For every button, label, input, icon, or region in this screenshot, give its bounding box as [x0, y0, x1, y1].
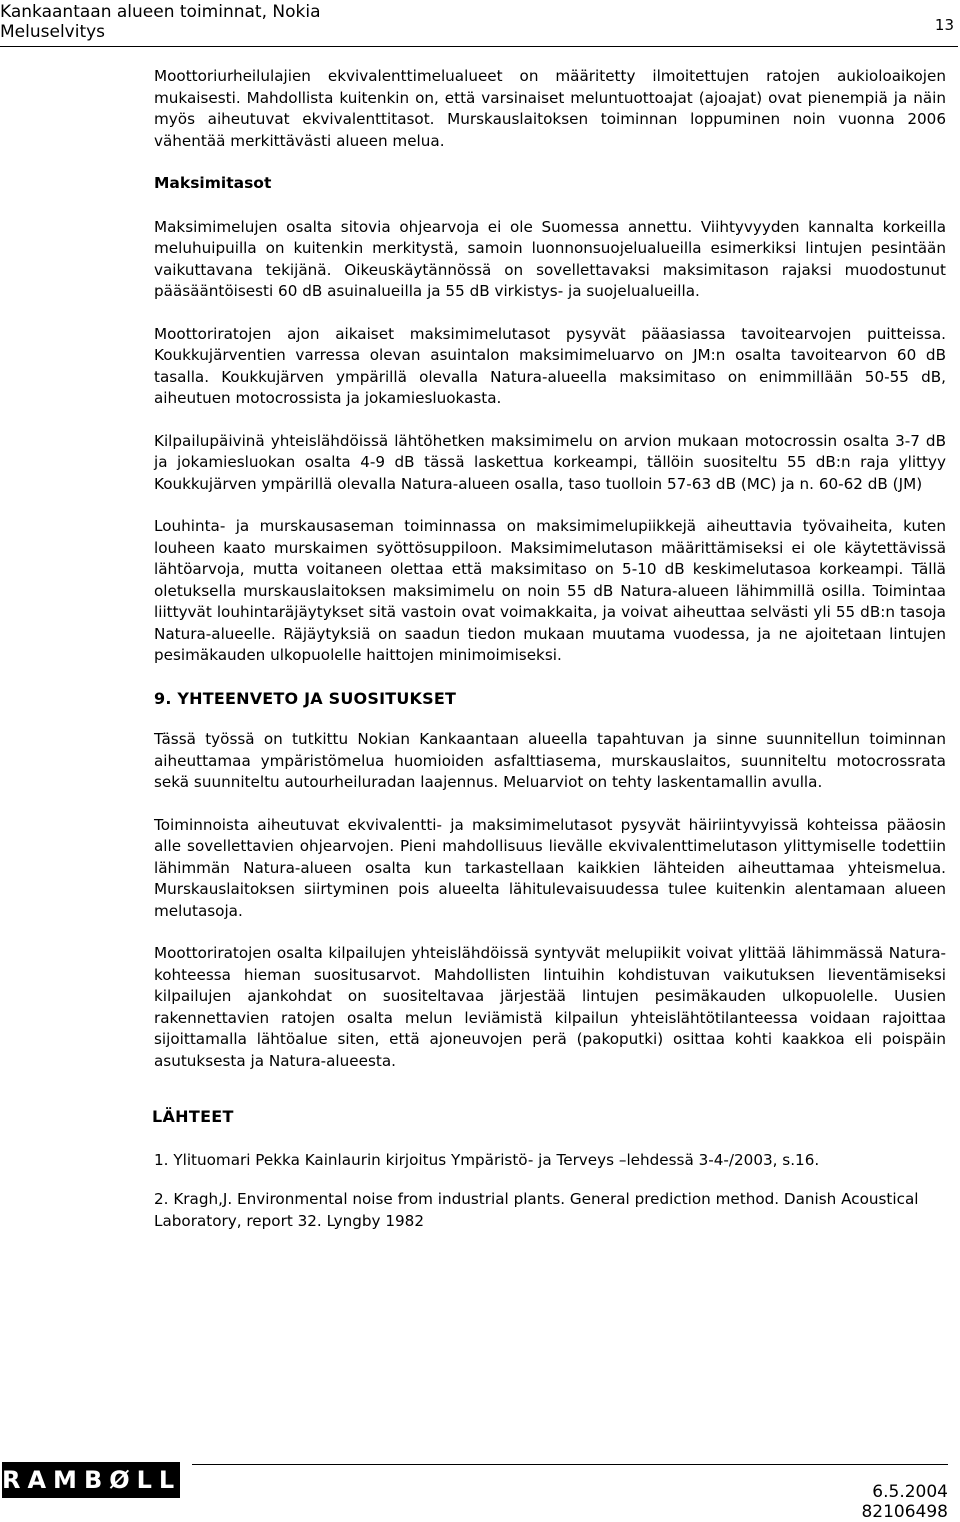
page-footer: [0, 1450, 960, 1520]
subheading-maksimitasot: Maksimitasot: [154, 174, 272, 192]
company-logo: RAMBØLL: [2, 1462, 180, 1498]
paragraph: Maksimimelujen osalta sitovia ohjearvoja ei ole Suomessa annettu. Viihtyvyyden kannalta korkeilla meluhuipuilla on kuitenkin merkitystä, samoin luonnonsuojelualueilla esimerkiksi lintujen pesintään vaikuttavana tekijänä. Oikeuskäytännössä on sovellettavaksi maksimitason rajaksi muodostunut pääsääntöisesti 60 dB asuinalueilla ja 55 dB virkistys- ja suojelualueilla.: [154, 217, 946, 300]
paragraph: Kilpailupäivinä yhteislähdöissä lähtöhetken maksimimelu on arvion mukaan motocrossin osalta 3-7 dB ja jokamiesluokan osalta 4-9 dB tässä laskettua korkeampi, tällöin suositeltu 55 dB:n raja ylittyy Koukkujärven ympärillä olevalla Natura-alueen osalla, taso tuolloin 57-63 dB (MC) ja n. 60-62 dB (JM): [154, 431, 946, 493]
paragraph: Tässä työssä on tutkittu Nokian Kankaantaan alueella tapahtuvan ja sinne suunnitellun toiminnan aiheuttamaa ympäristömelua huomioiden asfalttiasema, murskauslaitos, suunniteltu motocrossrata sekä suunniteltu autourheiluradan laajennus. Meluarviot on tehty laskentamallin avulla.: [154, 730, 946, 791]
paragraph: Louhinta- ja murskausaseman toiminnassa on maksimimelupiikkejä aiheuttavia työvaiheita, kuten louheen kaato murskaimen syöttösuppiloon. Maksimimelutason määrittämiseksi ei ole käytettävissä lähtöarvoja, mutta voitaneen olettaa että maksimitaso on 5-10 dB keskimelutasoa korkeampi. Tällä oletuksella murskauslaitoksen maksimimelu on noin 55 dB Natura-alueen lähimmillä osilla. Toimintaa liittyvät louhintaräjäytykset sitä vastoin ovat voimakkaita, ja voivat aiheuttaa selvästi yli 55 dB:n tasoja Natura-alueelle. Räjäytyksiä on saadun tiedon mukaan muutama vuodessa, ja ne ajoitetaan lintujen pesimäkauden ulkopuolelle haittojen minimoimiseksi.: [154, 517, 946, 664]
section-heading: 9. YHTEENVETO JA SUOSITUKSET: [154, 688, 457, 708]
page-number: 13: [934, 16, 954, 34]
paragraph: Moottoriratojen ajon aikaiset maksimimelutasot pysyvät pääasiassa tavoitearvojen puitteissa. Koukkujärventien varressa olevan asuintalon maksimimeluarvo on JM:n osalta tavoitearvon 60 dB tasalla. Koukkujärven ympärillä olevalla Natura-alueella maksimitaso on enimmillään 50-55 dB, aiheutuen motocrossista ja jokamiesluokasta.: [154, 324, 946, 407]
document-body: [154, 66, 946, 1250]
header-subtitle: Meluselvitys: [0, 22, 106, 42]
footer-code: 82106498: [861, 1502, 948, 1522]
footer-divider: [192, 1464, 948, 1465]
paragraph: Moottoriratojen osalta kilpailujen yhteislähdöissä syntyvät melupiikit voivat ylittää lähimmässä Natura-kohteessa hieman suositusarvot. Mahdollisten lintuihin kohdistuvan vaikutuksen lieventämiseksi kilpailujen ajankohdat on suositeltavaa järjestää lintujen pesimäkauden ulkopuolelle. Uusien rakennettavien ratojen osalta melun leviämistä kilpailun yhteislähtötilanteessa voidaan rajoittaa sijoittamalla lähtöalue siten, että ajoneuvojen perä (pakoputki) osittaa kohti kaakkoa eli poispäin asutuksesta ja Natura-alueesta.: [154, 944, 946, 1070]
header-divider: [0, 46, 958, 47]
paragraph: Toiminnoista aiheutuvat ekvivalentti- ja maksimimelutasot pysyvät häiriintyvyissä kohteissa pääosin alle sovellettavien ohjearvojen. Pieni mahdollisuus lievälle ekvivalenttimelutason ylittymiselle todettiin lähimmän Natura-alueen osalta kun tarkastellaan kaikkien lähteiden aiheuttamaa yhteismelua. Murskauslaitoksen siirtyminen pois alueelta lähitulevaisuudessa tulee kuitenkin alentamaan alueen melutasoja.: [154, 815, 946, 920]
header-title: Kankaantaan alueen toiminnat, Nokia: [0, 2, 321, 22]
reference-item: 1. Ylituomari Pekka Kainlaurin kirjoitus Ympäristö- ja Terveys –lehdessä 3-4-/2003, s.16.: [154, 1150, 820, 1169]
references-heading: LÄHTEET: [152, 1107, 234, 1126]
paragraph: Moottoriurheilulajien ekvivalenttimelualueet on määritetty ilmoitettujen ratojen aukioloaikojen mukaisesti. Mahdollista kuitenkin on, että varsinaiset meluntuottoajat (ajoajat) ovat pienempiä ja näin myös aiheutuvat ekvivalenttitasot. Murskauslaitoksen toiminnan loppuminen noin vuonna 2006 vähentää merkittävästi alueen melua.: [154, 67, 946, 150]
footer-date: 6.5.2004: [872, 1482, 948, 1502]
footer-meta: [861, 1482, 948, 1522]
reference-item: 2. Kragh,J. Environmental noise from industrial plants. General prediction method. Danish Acoustical Laboratory, report 32. Lyngby 1982: [154, 1190, 919, 1230]
